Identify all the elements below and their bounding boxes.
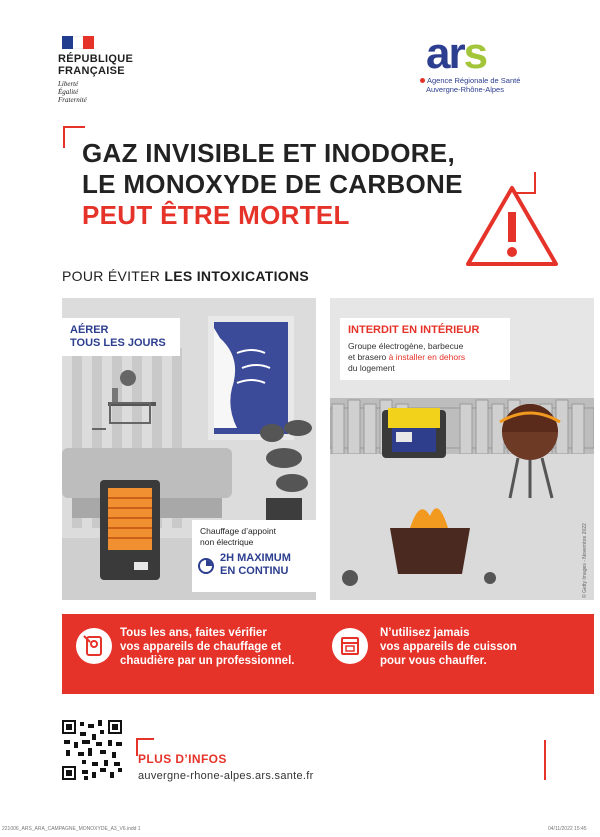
intro-prefix: POUR ÉVITER: [62, 268, 165, 284]
advice-right-line3: pour vous chauffer.: [380, 655, 487, 667]
title-line1: GAZ INVISIBLE ET INODORE,: [82, 138, 455, 168]
aerer-title-line1: AÉRER: [70, 324, 109, 336]
panel-interdit: [330, 298, 594, 600]
advice-right-line2: vos appareils de cuisson: [380, 641, 517, 653]
advice-left-line1: Tous les ans, faites vérifier: [120, 627, 267, 639]
interdit-text-line3: du logement: [348, 363, 395, 373]
image-copyright: © Getty Images - Novembre 2022: [582, 523, 588, 598]
aerer-label: [62, 318, 180, 356]
aerer-title-line2: TOUS LES JOURS: [70, 337, 166, 349]
rf-motto-1: Liberté: [58, 80, 79, 88]
french-flag-icon: [62, 36, 94, 49]
interdit-text-line1: Groupe électrogène, barbecue: [348, 341, 464, 351]
chauffage-line1: Chauffage d’appoint: [200, 526, 276, 536]
ars-line1: Agence Régionale de Santé: [427, 76, 521, 85]
rf-name-line2: FRANÇAISE: [58, 65, 125, 77]
advice-right-line1: N’utilisez jamais: [380, 627, 470, 639]
decorative-corner: [528, 740, 546, 780]
oven-icon: [332, 628, 368, 664]
interdit-title: INTERDIT EN INTÉRIEUR: [348, 324, 480, 336]
advice-right: [380, 626, 517, 668]
interdit-label: [340, 318, 510, 380]
print-slug-right: 04/11/2022 15:45: [548, 826, 587, 832]
title-line2: LE MONOXYDE DE CARBONE: [82, 169, 463, 199]
interdit-text-line2-black: et brasero: [348, 352, 389, 362]
republique-francaise-logo: [58, 36, 168, 104]
chauffage-line2: non électrique: [200, 537, 254, 547]
advice-left: [120, 626, 294, 668]
ars-dot-icon: [420, 78, 425, 83]
advice-left-line3: chaudière par un professionnel.: [120, 655, 295, 667]
interdit-text-line2-red: à installer en dehors: [388, 352, 466, 362]
chauffage-label: [192, 520, 316, 592]
max-line1: 2H MAXIMUM: [220, 552, 291, 564]
rf-motto-2: Égalité: [58, 88, 79, 96]
clock-icon: [198, 558, 214, 574]
ars-logo-letters: ars: [426, 29, 487, 78]
website-link[interactable]: auvergne-rhone-alpes.ars.sante.fr: [138, 770, 314, 782]
intro-bold: LES INTOXICATIONS: [164, 268, 310, 284]
maintenance-icon: [76, 628, 112, 664]
plus-infos-heading: PLUS D’INFOS: [138, 752, 227, 766]
qr-code[interactable]: [60, 718, 124, 782]
page-title: [82, 138, 463, 231]
panel-aerer: [62, 298, 316, 600]
rf-name-line1: RÉPUBLIQUE: [58, 53, 134, 65]
title-line3: PEUT ÊTRE MORTEL: [82, 200, 350, 230]
intro-heading: [62, 268, 309, 284]
print-slug-left: 221006_ARS_ARA_CAMPAGNE_MONOXYDE_A3_V6.indd 1: [2, 826, 141, 832]
advice-left-line2: vos appareils de chauffage et: [120, 641, 282, 653]
warning-triangle-icon: [464, 184, 560, 268]
ars-line2: Auvergne-Rhône-Alpes: [426, 85, 504, 94]
max-line2: EN CONTINU: [220, 565, 289, 577]
rf-motto-3: Fraternité: [58, 96, 87, 104]
advice-band: [62, 614, 594, 694]
ars-logo: [418, 29, 558, 104]
